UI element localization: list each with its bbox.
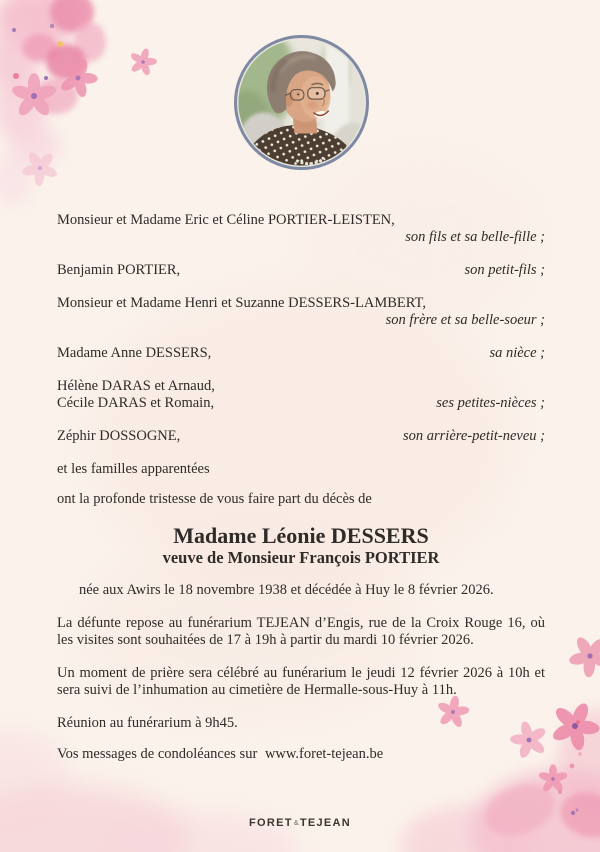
- repose-paragraph: La défunte repose au funérarium TEJEAN d’Engis, rue de la Croix Rouge 16, où les visites sont souhaitées de 17 à 19h à partir du mardi 10 février 2026.: [57, 615, 545, 648]
- ceremony-paragraph: Un moment de prière sera célébré au funérarium le jeudi 12 février 2026 à 10h et sera suivi de l’inhumation au cimetière de Hermalle-sous-Huy à 11h.: [57, 665, 545, 698]
- family-relation-label: son fils et sa belle-fille ;: [405, 229, 545, 245]
- condolences-website-link[interactable]: www.foret-tejean.be: [264, 746, 384, 762]
- family-member-name: Madame Anne DESSERS,: [57, 345, 212, 361]
- family-member-name: Hélène DARAS et Arnaud,: [57, 378, 215, 394]
- birth-death-line: née aux Awirs le 18 novembre 1938 et décédée à Huy le 8 février 2026.: [79, 582, 494, 598]
- family-entry: [57, 345, 545, 362]
- family-relation-label: sa nièce ;: [489, 345, 545, 361]
- family-list: [57, 212, 545, 508]
- family-member-name: Cécile DARAS et Romain,: [57, 395, 215, 411]
- announcement-intro-line: ont la profonde tristesse de vous faire part du décès de: [57, 491, 372, 507]
- deceased-name-title: Madame Léonie DESSERS: [173, 523, 429, 548]
- family-member-name: Monsieur et Madame Henri et Suzanne DESSERS-LAMBERT,: [57, 295, 426, 311]
- related-families-line: et les familles apparentées: [57, 461, 210, 477]
- logo-separator-icon: &: [293, 820, 299, 827]
- family-relation-label: son petit-fils ;: [464, 262, 545, 278]
- logo-text-left: FORET: [248, 817, 293, 829]
- family-entry: [57, 262, 545, 279]
- funeral-home-logo: [0, 817, 600, 829]
- widow-of-line: veuve de Monsieur François PORTIER: [162, 548, 440, 567]
- family-member-name: Monsieur et Madame Eric et Céline PORTIER-LEISTEN,: [57, 212, 395, 228]
- family-entry: [57, 212, 545, 246]
- reunion-line: Réunion au funérarium à 9h45.: [57, 715, 238, 731]
- family-entry: [57, 295, 545, 329]
- deceased-portrait-photo: [234, 35, 369, 170]
- family-relation-label: son arrière-petit-neveu ;: [403, 428, 545, 444]
- condolences-line: [57, 746, 545, 763]
- condolences-prefix: Vos messages de condoléances sur: [57, 746, 258, 762]
- family-member-name: Zéphir DOSSOGNE,: [57, 428, 181, 444]
- logo-text-right: TEJEAN: [299, 817, 352, 829]
- family-entry: [57, 378, 545, 412]
- family-entry: [57, 428, 545, 445]
- family-relation-label: son frère et sa belle-soeur ;: [385, 312, 545, 328]
- family-member-names: [57, 378, 215, 412]
- family-relation-label: ses petites-nièces ;: [436, 395, 545, 411]
- family-member-name: Benjamin PORTIER,: [57, 262, 181, 278]
